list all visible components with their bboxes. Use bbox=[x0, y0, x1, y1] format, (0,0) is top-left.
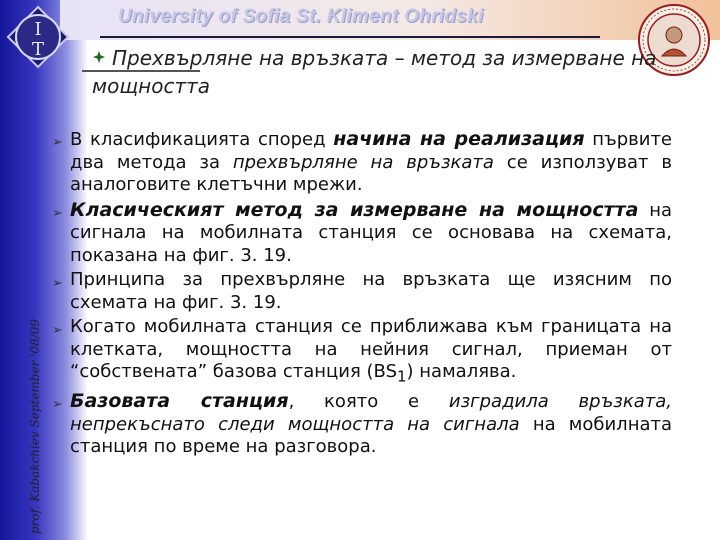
text-run: Когато мобилната станция се приближава към границата на клетката, мощността на нейния сигнал, приеман от “собствената” базова станция (BS bbox=[70, 316, 672, 382]
header-underline bbox=[100, 36, 600, 38]
emphasis-run: Базовата станция bbox=[70, 390, 289, 413]
emphasis-run: Класическият метод за измерване на мощността bbox=[70, 198, 639, 221]
text-run: В класификацията според bbox=[70, 129, 334, 150]
bullet-item bbox=[52, 316, 672, 388]
bullet-item bbox=[52, 269, 672, 314]
logo-letter-t: T bbox=[31, 39, 45, 60]
logo-letter-i: I bbox=[34, 19, 42, 40]
arrow-bullet-icon: ➢ bbox=[52, 135, 63, 150]
text-run: се използуват в аналоговите клетъчни мрежи. bbox=[70, 151, 672, 195]
text-run: , която е bbox=[288, 391, 449, 413]
author-footer: prof. Kabakchiev September '08/09 bbox=[28, 318, 42, 534]
arrow-bullet-icon: ➢ bbox=[52, 205, 63, 221]
title-accent-bar bbox=[82, 70, 200, 72]
text-run: Принципа за прехвърляне на връзката ще изясним по схемата на фиг. 3. 19. bbox=[70, 269, 672, 313]
bullet-item bbox=[52, 128, 672, 197]
arrow-bullet-icon: ➢ bbox=[52, 323, 63, 338]
text-run: ) намалява. bbox=[406, 361, 517, 382]
text-run: на мобилната станция по време на разговора. bbox=[70, 413, 673, 458]
it-logo-icon bbox=[6, 5, 70, 69]
italic-run: изградила връзката, непрекъснато следи мощността на сигнала bbox=[70, 391, 673, 435]
subscript-run: 1 bbox=[397, 367, 407, 386]
slide-title-line1: Прехвърляне на връзката – метод за измерване на bbox=[112, 46, 657, 70]
university-name: University of Sofia St. Kliment Ohridski bbox=[118, 6, 484, 27]
arrow-bullet-icon: ➢ bbox=[52, 276, 63, 291]
italic-run: прехвърляне на връзката bbox=[232, 151, 494, 173]
emphasis-run: начина на реализация bbox=[333, 128, 585, 150]
text-run: първите два метода за bbox=[70, 129, 672, 173]
title-bullet-icon bbox=[92, 50, 106, 64]
slide-title-line2: мощността bbox=[92, 74, 211, 98]
bullet-item bbox=[52, 390, 672, 459]
arrow-bullet-icon: ➢ bbox=[52, 397, 63, 413]
bullet-list bbox=[52, 128, 672, 461]
bullet-item bbox=[52, 199, 672, 268]
text-run: на сигнала на мобилната станция се основава на схемата, показана на фиг. 3. 19. bbox=[70, 199, 672, 266]
